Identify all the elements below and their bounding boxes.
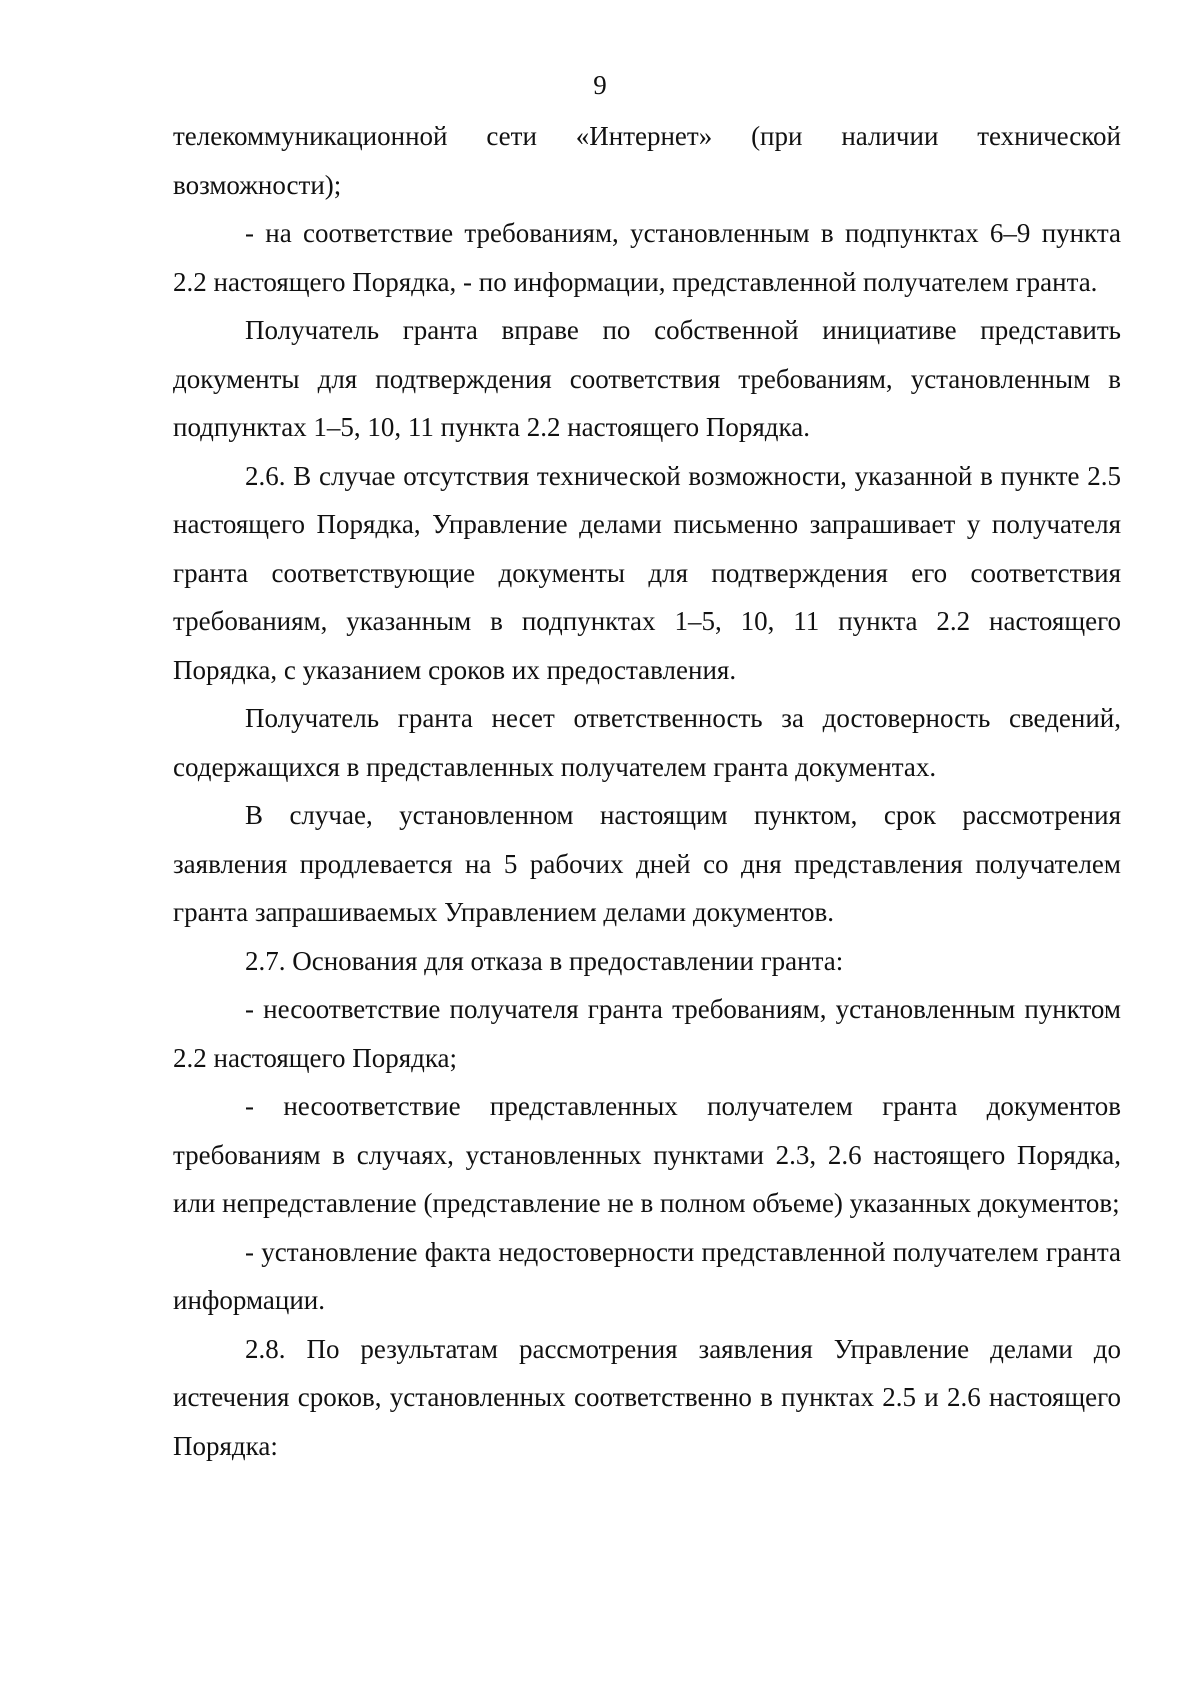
paragraph-2-7: 2.7. Основания для отказа в предоставлении гранта: xyxy=(245,945,844,976)
page-number: 9 xyxy=(593,70,607,100)
list-item-noncompliance-documents: - несоответствие представленных получателем гранта документов требованиям в случаях, установленных пунктами 2.3, 2.6 настоящего Порядка, или непредставление (представление не в полном объеме) указанных документов; xyxy=(173,1091,1121,1218)
paragraph-2-8: 2.8. По результатам рассмотрения заявления Управление делами до истечения сроков, установленных соответственно в пунктах 2.5 и 2.6 настоящего Порядка: xyxy=(173,1333,1121,1461)
list-item-noncompliance-recipient: - несоответствие получателя гранта требованиям, установленным пунктом 2.2 настоящего Порядка; xyxy=(173,994,1121,1073)
paragraph-2-6: 2.6. В случае отсутствия технической возможности, указанной в пункте 2.5 настоящего Порядка, Управление делами письменно запрашивает у получателя гранта соответствующие документы для подтверждения его соответствия требованиям, указанным в подпунктах 1–5, 10, 11 пункта 2.2 настоящего Порядка, с указанием сроков их предоставления. xyxy=(173,460,1121,685)
paragraph-responsibility: Получатель гранта несет ответственность за достоверность сведений, содержащихся в представленных получателем гранта документах. xyxy=(173,703,1121,782)
paragraph-own-initiative: Получатель гранта вправе по собственной инициативе представить документы для подтверждения соответствия требованиям, установленным в подпунктах 1–5, 10, 11 пункта 2.2 настоящего Порядка. xyxy=(173,315,1121,442)
document-body xyxy=(173,112,1121,1470)
paragraph-continuation: телекоммуникационной сети «Интернет» (при наличии технической возможности); xyxy=(173,121,1121,200)
paragraph-review-extension: В случае, установленном настоящим пунктом, срок рассмотрения заявления продлевается на 5 рабочих дней со дня представления получателем гранта запрашиваемых Управлением делами документов. xyxy=(173,800,1121,927)
paragraph-compliance-requirements: - на соответствие требованиям, установленным в подпунктах 6–9 пункта 2.2 настоящего Порядка, - по информации, представленной получателем гранта. xyxy=(173,218,1121,297)
list-item-false-information: - установление факта недостоверности представленной получателем гранта информации. xyxy=(173,1236,1121,1315)
